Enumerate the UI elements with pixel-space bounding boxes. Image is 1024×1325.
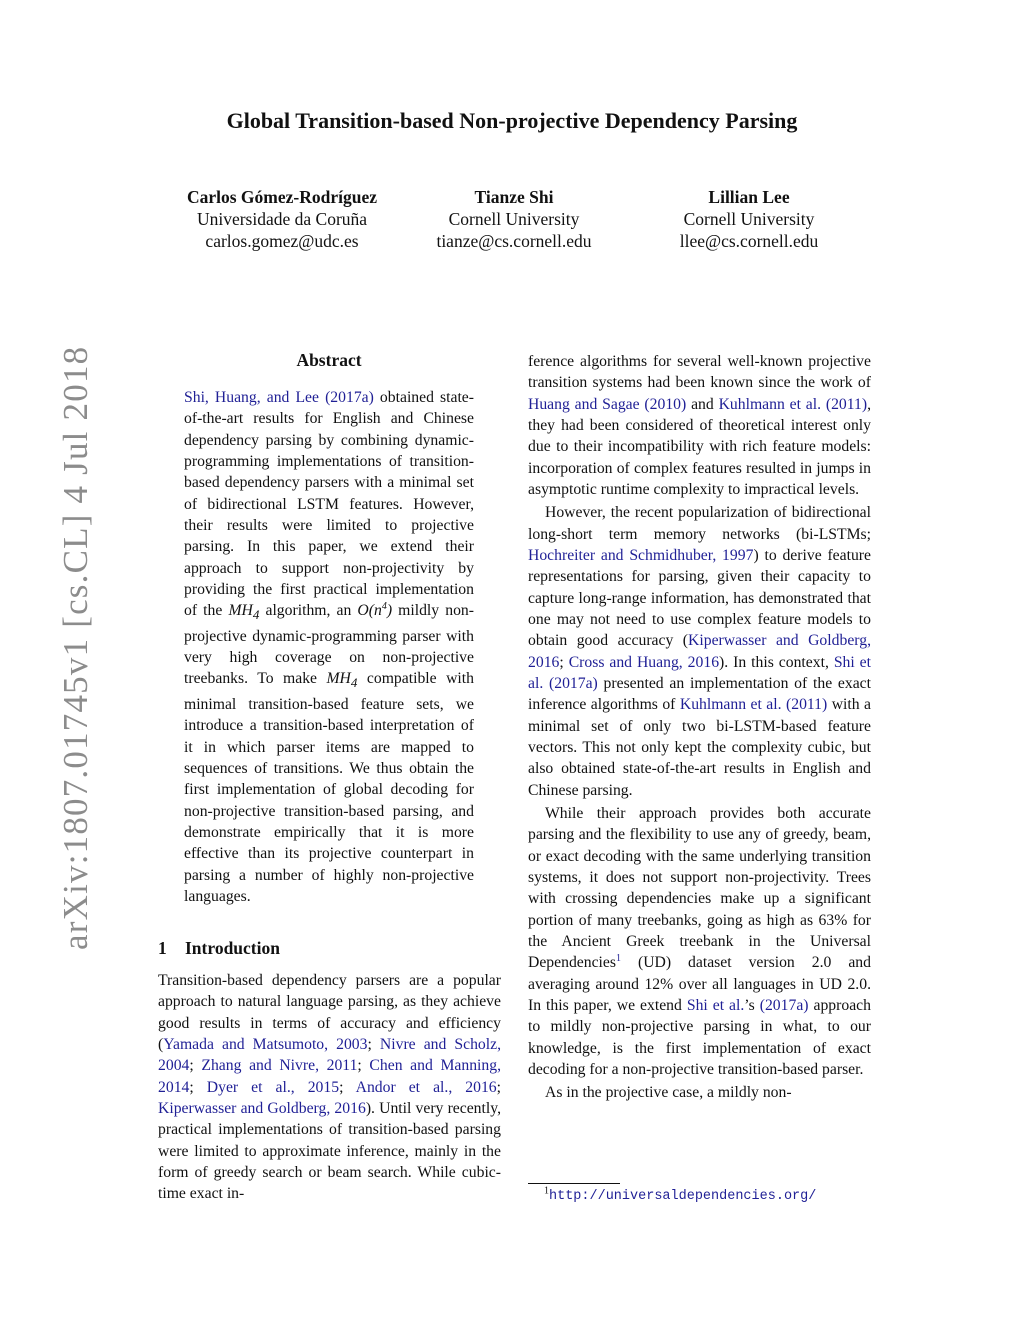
author-affiliation: Cornell University bbox=[448, 209, 580, 229]
intro-paragraph: Transition-based dependency parsers are a popular approach to natural language parsing, as they achieve good results in terms of accuracy and efficiency (Yamada and Matsumoto, 2003; Nivre and Scholz, 2004; Zhang and Nivre, 2011; Chen and Manning, 2014; Dyer et al., 2015; Andor et al., 2016; Kiperwasser and Goldberg, 2016). Until very recently, practical implementations of transition-based parsing were limited to approximate inference, mainly in the form of greedy search or beam search. While cubic-time exact in- bbox=[158, 972, 502, 1203]
body-paragraph: However, the recent popularization of bidirectional long-short term memory networks (bi-LSTMs; Hochreiter and Schmidhuber, 1997) to derive feature representations for parsing, given their capacity to capture long-range information, has demonstrated that one may not need to use complex feature models to obtain good accuracy (Kiperwasser and Goldberg, 2016; Cross and Huang, 2016). In this context, Shi et al. (2017a) presented an implementation of the exact inference algorithms of Kuhlmann et al. (2011) with a minimal set of only two bi-LSTM-based feature vectors. This not only kept the complexity cubic, but also obtained state-of-the-art results in English and Chinese parsing. bbox=[528, 504, 872, 799]
author-affiliation: Universidade da Coruña bbox=[196, 209, 368, 229]
footnote-marker[interactable]: 1 bbox=[615, 952, 621, 964]
math-expression: $MH_4$ bbox=[326, 670, 358, 691]
citation-link[interactable]: Andor et al., 2016 bbox=[355, 1078, 497, 1096]
citation-link[interactable]: Cross and Huang, 2016 bbox=[568, 653, 720, 671]
author-affiliation: Cornell University bbox=[683, 209, 815, 229]
citation-link[interactable]: Zhang and Nivre, 2011 bbox=[201, 1057, 358, 1075]
citation-link[interactable]: Huang and Sagae bbox=[528, 395, 640, 413]
right-column bbox=[528, 351, 871, 1105]
footnote-number: 1 bbox=[544, 1185, 549, 1197]
author-block bbox=[619, 186, 879, 252]
body-paragraph: As in the projective case, a mildly non- bbox=[545, 1084, 792, 1102]
footnote-url-link[interactable]: http://universaldependencies.org/ bbox=[549, 1189, 817, 1204]
author-email: carlos.gomez@udc.es bbox=[205, 231, 359, 251]
citation-link[interactable]: Kiperwasser and Goldberg, 2016 bbox=[528, 632, 871, 671]
abstract-body bbox=[184, 387, 474, 907]
section-title: Introduction bbox=[185, 938, 280, 958]
citation-link[interactable]: Shi, Huang, and Lee bbox=[184, 389, 319, 406]
abstract-text: compatible with minimal transition-based feature sets, we introduce a transition-based interpretation of it in which parser items are mapped to sequences of transitions. We thus obtain the first implementation of global decoding for non-projective transition-based parsing, and demonstrate empirically that it is more effective than its projective counterpart in parsing a number of highly non-projective languages. bbox=[184, 670, 474, 905]
math-expression: $MH_4$ bbox=[228, 602, 260, 623]
citation-link[interactable]: Hochreiter and Schmidhuber, 1997 bbox=[528, 546, 754, 564]
citation-link[interactable]: (2010) bbox=[644, 395, 687, 413]
abstract-heading: Abstract bbox=[296, 350, 362, 370]
citation-link[interactable]: Nivre and Scholz, 2004 bbox=[158, 1035, 502, 1075]
citation-link[interactable]: (2011) bbox=[825, 395, 868, 413]
author-email: llee@cs.cornell.edu bbox=[679, 231, 819, 251]
section-heading bbox=[158, 938, 498, 959]
paper-title: Global Transition-based Non-projective Dependency Parsing bbox=[226, 108, 798, 133]
citation-link[interactable]: Shi et al. bbox=[528, 653, 872, 692]
footnote bbox=[544, 1187, 884, 1204]
citation-link[interactable]: Kuhlmann et al. bbox=[718, 395, 822, 413]
citation-link[interactable]: (2017a) bbox=[759, 996, 809, 1014]
abstract-text: algorithm, an bbox=[259, 602, 358, 620]
citation-link[interactable]: (2017a) bbox=[325, 389, 374, 406]
abstract-text: mildly non-projective dynamic-programming parser with very high coverage on non-projective treebanks. To make bbox=[184, 602, 474, 688]
citation-link[interactable]: Kiperwasser and Goldberg, 2016 bbox=[158, 1099, 366, 1117]
citation-link[interactable]: Yamada and Matsumoto, 2003 bbox=[163, 1035, 368, 1053]
section-number: 1 bbox=[158, 938, 167, 958]
author-name: Lillian Lee bbox=[708, 187, 790, 207]
author-name: Carlos Gómez-Rodríguez bbox=[186, 187, 378, 207]
citation-link[interactable]: Kuhlmann et al. bbox=[679, 696, 782, 714]
body-paragraph: While their approach provides both accurate parsing and the flexibility to use any of greedy, beam, or exact decoding with the same underlying transition systems, it does not support non-projectivity. Trees with crossing dependencies make up a significant portion of many treebanks, going as high as 63% for the Ancient Greek treebank in the Universal Dependencies$^1$ (UD) dataset version 2.0 and averaging around 12% over all languages in UD 2.0. In this paper, we extend Shi et al.’s (2017a) approach to mildly non-projective parsing in what, to our knowledge, is the first implementation of exact decoding for a non-projective transition-based parser. bbox=[528, 804, 871, 1078]
citation-link[interactable]: (2017a) bbox=[549, 674, 598, 692]
author-name: Tianze Shi bbox=[474, 187, 554, 207]
author-block bbox=[384, 186, 644, 252]
author-block bbox=[152, 186, 412, 252]
citation-link[interactable]: (2011) bbox=[786, 696, 828, 714]
author-email: tianze@cs.cornell.edu bbox=[436, 231, 592, 251]
footnote-divider bbox=[528, 1183, 620, 1184]
arxiv-identifier-stamp: arXiv:1807.01745v1 [cs.CL] 4 Jul 2018 bbox=[56, 345, 95, 950]
citation-link[interactable]: Chen and Manning, 2014 bbox=[158, 1057, 502, 1096]
math-expression: $O(n^4)$ bbox=[357, 601, 393, 620]
abstract-text: obtained state-of-the-art results for English and Chinese dependency parsing by combining dynamic-programming implementations of transition-based dependency parsers with a minimal set of bidirectional LSTM features. However, their results were limited to projective parsing. In this paper, we extend their approach to support non-projectivity by providing the first practical implementation of the bbox=[184, 389, 474, 620]
citation-link[interactable]: Dyer et al., 2015 bbox=[206, 1078, 340, 1096]
body-paragraph: ference algorithms for several well-known projective transition systems had been known since the work of Huang and Sagae (2010) and Kuhlmann et al. (2011), they had been considered of theoretical interest only due to their incompatibility with rich feature models: incorporation of complex features resulted in jumps in asymptotic runtime complexity to impractical levels. bbox=[528, 353, 872, 498]
citation-link[interactable]: Shi et al. bbox=[686, 996, 745, 1014]
